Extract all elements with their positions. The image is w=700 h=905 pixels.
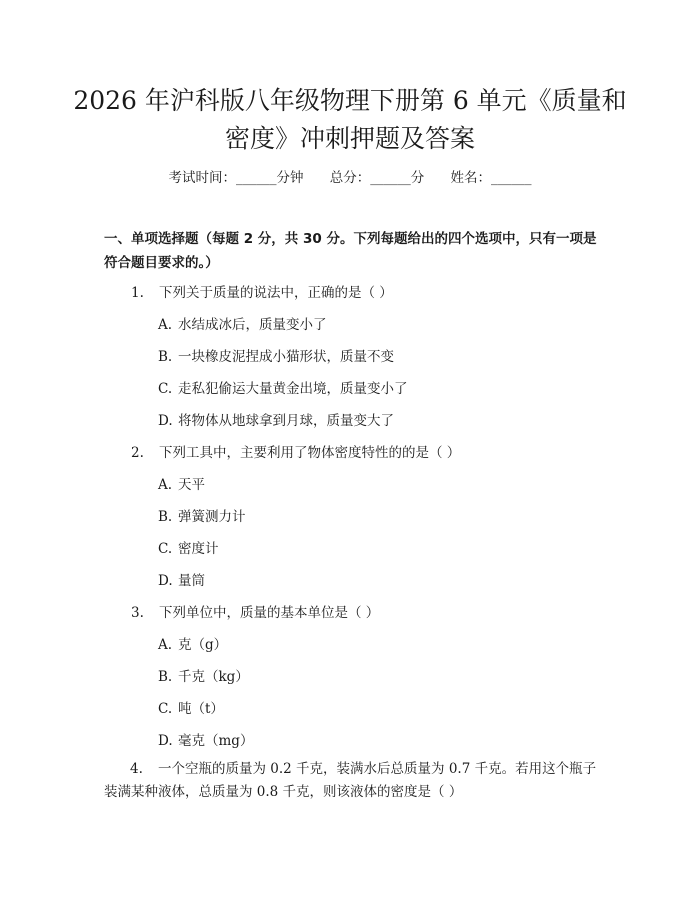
exam-total-score: 总分：______分 bbox=[329, 170, 425, 186]
question-1-option-b bbox=[158, 347, 394, 367]
exam-name: 姓名：______ bbox=[450, 170, 532, 186]
question-1-option-c bbox=[158, 379, 408, 399]
option-label: C. bbox=[158, 541, 173, 557]
option-label: B. bbox=[158, 509, 173, 525]
exam-meta bbox=[0, 168, 700, 188]
option-text: 吨（t） bbox=[178, 701, 224, 717]
question-number: 1. bbox=[131, 285, 144, 301]
section-header: 一、单项选择题（每题 2 分，共 30 分。下列每题给出的四个选项中，只有一项是符合题目要求的。） bbox=[104, 231, 597, 271]
question-3 bbox=[131, 603, 379, 623]
document-title: 2026 年沪科版八年级物理下册第 6 单元《质量和密度》冲刺押题及答案 bbox=[73, 86, 627, 153]
option-label: D. bbox=[158, 413, 173, 429]
option-text: 走私犯偷运大量黄金出境，质量变小了 bbox=[178, 381, 408, 397]
question-text: 下列单位中，质量的基本单位是（ ） bbox=[159, 605, 380, 621]
option-text: 密度计 bbox=[178, 541, 219, 557]
option-label: C. bbox=[158, 701, 173, 717]
question-1 bbox=[131, 283, 393, 303]
question-3-option-c bbox=[158, 699, 224, 719]
option-text: 水结成冰后，质量变小了 bbox=[178, 317, 327, 333]
option-label: A. bbox=[158, 317, 173, 333]
option-text: 千克（kg） bbox=[178, 669, 249, 685]
question-2-option-a bbox=[158, 475, 205, 495]
question-number: 4. bbox=[130, 761, 143, 777]
option-label: C. bbox=[158, 381, 173, 397]
question-text: 下列工具中，主要利用了物体密度特性的的是（ ） bbox=[159, 445, 461, 461]
question-text: 一个空瓶的质量为 0.2 千克，装满水后总质量为 0.7 千克。若用这个瓶子装满某种液体，总质量为 0.8 千克，则该液体的密度是（ ） bbox=[104, 761, 597, 800]
option-label: B. bbox=[158, 669, 173, 685]
question-number: 3. bbox=[131, 605, 144, 621]
question-number: 2. bbox=[131, 445, 144, 461]
option-label: A. bbox=[158, 477, 173, 493]
question-3-option-b bbox=[158, 667, 249, 687]
question-1-option-d bbox=[158, 411, 394, 431]
question-4 bbox=[104, 758, 604, 804]
option-label: D. bbox=[158, 733, 173, 749]
option-label: B. bbox=[158, 349, 173, 365]
question-2-option-c bbox=[158, 539, 219, 559]
option-text: 毫克（mg） bbox=[178, 733, 254, 749]
option-text: 一块橡皮泥捏成小猫形状，质量不变 bbox=[178, 349, 394, 365]
option-text: 天平 bbox=[178, 477, 205, 493]
question-2 bbox=[131, 443, 460, 463]
question-1-option-a bbox=[158, 315, 327, 335]
option-label: A. bbox=[158, 637, 173, 653]
question-text: 下列关于质量的说法中，正确的是（ ） bbox=[159, 285, 393, 301]
question-3-option-d bbox=[158, 731, 253, 751]
question-3-option-a bbox=[158, 635, 227, 655]
option-label: D. bbox=[158, 573, 173, 589]
option-text: 量筒 bbox=[178, 573, 205, 589]
option-text: 将物体从地球拿到月球，质量变大了 bbox=[178, 413, 394, 429]
question-2-option-b bbox=[158, 507, 246, 527]
question-2-option-d bbox=[158, 571, 205, 591]
exam-time: 考试时间：______分钟 bbox=[168, 170, 304, 186]
option-text: 弹簧测力计 bbox=[178, 509, 246, 525]
option-text: 克（g） bbox=[178, 637, 228, 653]
